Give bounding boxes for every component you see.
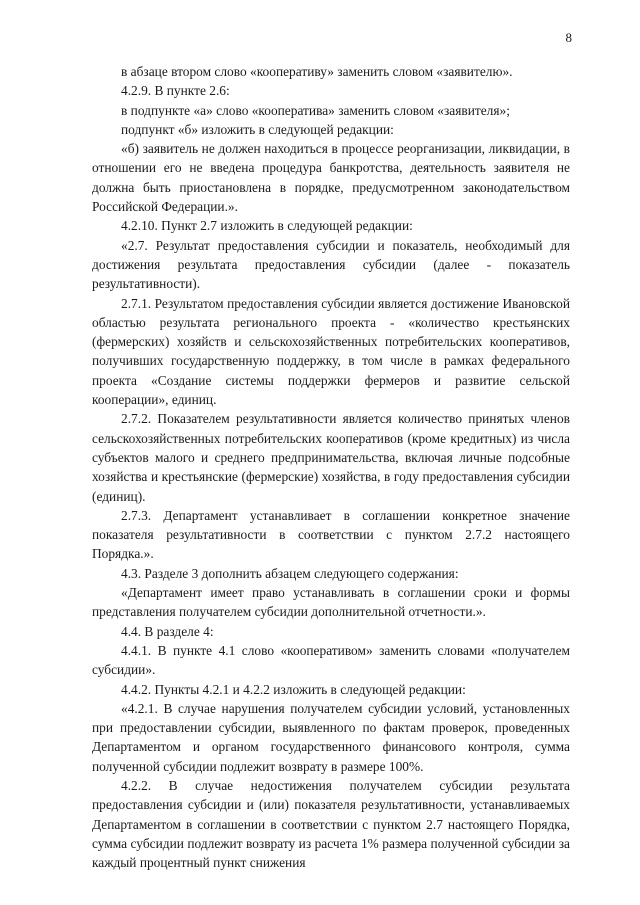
paragraph: 2.7.1. Результатом предоставления субсидии является достижение Ивановской областью результата регионального проекта - «количество крестьянских (фермерских) хозяйств и сельскохозяйственных потребительских кооперативов, получивших государственную поддержку, в том числе в рамках федерального проекта «Создание системы поддержки фермеров и развитие сельской кооперации», единиц. — [92, 295, 570, 408]
paragraph: 4.2.2. В случае недостижения получателем субсидии результата предоставления субсидии и (или) показателя результативности, устанавливаемых Департаментом в соглашении в соответствии с пунктом 2.7 настоящего Порядка, сумма субсидии подлежит возврату из расчета 1% размера полученной субсидии за каждый процентный пункт снижения — [92, 777, 570, 871]
paragraph: подпункт «б» изложить в следующей редакции: — [121, 121, 394, 137]
paragraph: 4.4.2. Пункты 4.2.1 и 4.2.2 изложить в следующей редакции: — [121, 681, 466, 697]
paragraph: 4.3. Разделе 3 дополнить абзацем следующего содержания: — [121, 565, 459, 581]
paragraph: в подпункте «а» слово «кооператива» заменить словом «заявителя»; — [121, 102, 510, 118]
paragraph: «4.2.1. В случае нарушения получателем субсидии условий, установленных при предоставлении субсидии, выявленного по фактам проверок, проведенных Департаментом и органом государственного финансового контроля, сумма полученной субсидии подлежит возврату в размере 100%. — [92, 700, 570, 774]
paragraph: 4.4. В разделе 4: — [121, 623, 214, 639]
paragraph: 4.2.9. В пункте 2.6: — [121, 83, 230, 99]
paragraph: «2.7. Результат предоставления субсидии и показатель, необходимый для достижения результата предоставления субсидии (далее - показатель результативности). — [92, 237, 570, 292]
paragraph: 4.4.1. В пункте 4.1 слово «кооперативом» заменить словами «получателем субсидии». — [92, 642, 570, 678]
document-body — [92, 62, 570, 872]
paragraph: 4.2.10. Пункт 2.7 изложить в следующей редакции: — [121, 218, 413, 234]
paragraph: «Департамент имеет право устанавливать в соглашении сроки и формы представления получателем субсидии дополнительной отчетности.». — [92, 585, 570, 620]
paragraph: в абзаце втором слово «кооперативу» заменить словом «заявителю». — [121, 64, 513, 79]
paragraph: «б) заявитель не должен находиться в процессе реорганизации, ликвидации, в отношении его не введена процедура банкротства, деятельность заявителя не должна быть приостановлена в порядке, предусмотренном законодательством Российской Федерации.». — [92, 141, 570, 215]
page-number: 8 — [565, 30, 572, 45]
paragraph: 2.7.2. Показателем результативности является количество принятых членов сельскохозяйственных потребительских кооперативов (кроме кредитных) из числа субъектов малого и среднего предпринимательства, включая личные подсобные хозяйства и крестьянские (фермерские) хозяйства, в году предоставления субсидии (единиц). — [92, 411, 570, 504]
paragraph: 2.7.3. Департамент устанавливает в соглашении конкретное значение показателя результативности в соответствии с пунктом 2.7.2 настоящего Порядка.». — [92, 507, 570, 562]
